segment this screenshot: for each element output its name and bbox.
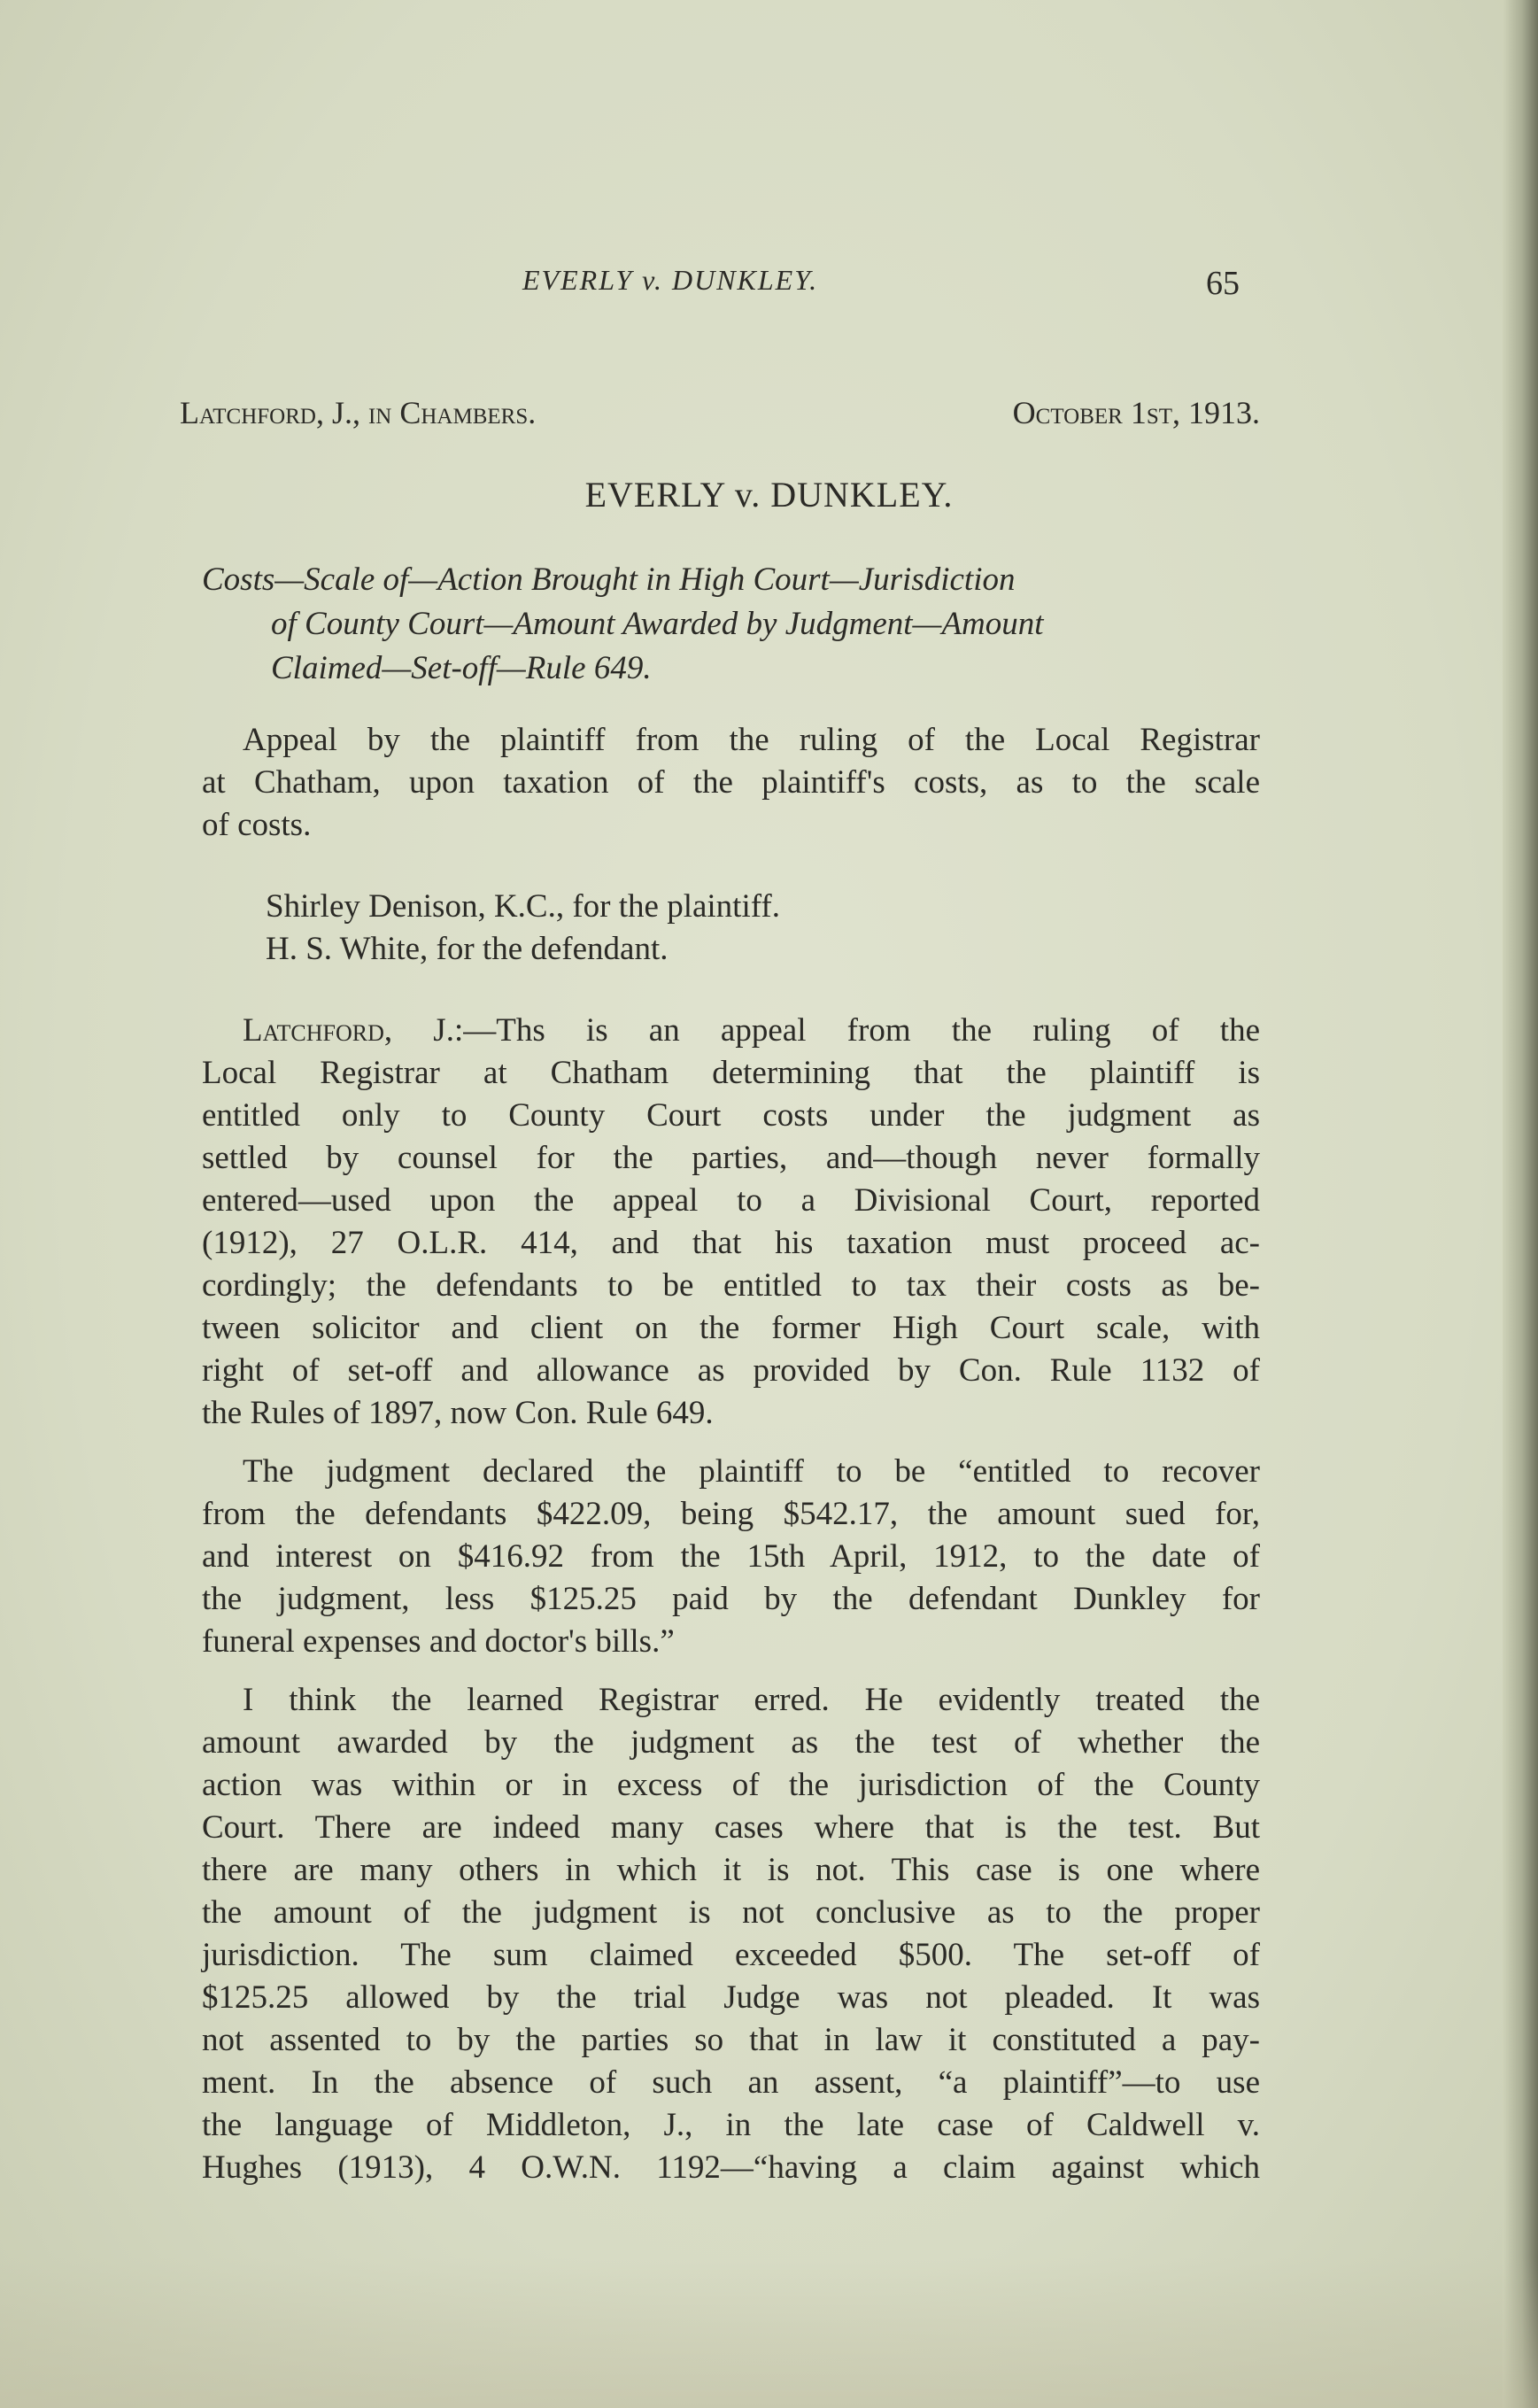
text-line: from the defendants $422.09, being $542.17, the amount sued for, [202,1496,1260,1532]
text-line: entered—used upon the appeal to a Divisional Court, reported [202,1182,1260,1219]
headnote [202,558,1260,691]
counsel-line: Shirley Denison, K.C., for the plaintiff. [266,888,780,925]
running-head: EVERLY v. DUNKLEY. [522,264,819,296]
text-line [202,1010,1260,1052]
text-line: right of set-off and allowance as provided by Con. Rule 1132 of [202,1352,1260,1389]
text-line: tween solicitor and client on the former High Court scale, with [202,1310,1260,1346]
judge-chambers: Latchford, J., in Chambers. [180,395,537,430]
text-line: the language of Middleton, J., in the late case of Caldwell v. [202,2107,1260,2143]
text-line: there are many others in which it is not. This case is one where [202,1852,1260,1888]
decision-date: October 1st, 1913. [1012,395,1260,430]
text-line: and interest on $416.92 from the 15th April, 1912, to the date of [202,1538,1260,1575]
text-line: I think the learned Registrar erred. He evidently treated the [243,1682,1260,1718]
intro-paragraph [202,719,1260,847]
text-line: the Rules of 1897, now Con. Rule 649. [202,1395,714,1431]
text-line: action was within or in excess of the jurisdiction of the County [202,1767,1260,1803]
headnote-line: Claimed—Set-off—Rule 649. [271,650,652,686]
text-line: entitled only to County Court costs under the judgment as [202,1097,1260,1134]
text-line: settled by counsel for the parties, and—though never formally [202,1140,1260,1176]
text-line: ment. In the absence of such an assent, “a plaintiff”—to use [202,2064,1260,2101]
text-line: Court. There are indeed many cases where that is the test. But [202,1809,1260,1846]
headnote-line: of County Court—Amount Awarded by Judgment—Amount [271,606,1044,642]
page-gutter-shadow [1503,0,1538,2408]
text-line: the judgment, less $125.25 paid by the defendant Dunkley for [202,1581,1260,1617]
counsel-line: H. S. White, for the defendant. [266,931,669,967]
speaker-name: Latchford, J. [243,1012,454,1049]
text-line: at Chatham, upon taxation of the plaintiff's costs, as to the scale [202,764,1260,801]
page-stain [0,2257,1538,2408]
text-line: (1912), 27 O.L.R. 414, and that his taxation must proceed ac- [202,1225,1260,1261]
counsel-block [202,886,1260,971]
case-title: EVERLY v. DUNKLEY. [584,475,954,515]
text-line: cordingly; the defendants to be entitled to tax their costs as be- [202,1267,1260,1304]
text-line: $125.25 allowed by the trial Judge was not pleaded. It was [202,1979,1260,2016]
text-line: not assented to by the parties so that in law it constituted a pay- [202,2022,1260,2058]
text-fragment: :—Ths is an appeal from the ruling of the [453,1012,1260,1049]
headnote-line: Costs—Scale of—Action Brought in High Court—Jurisdiction [202,561,1016,598]
opinion-body [202,1010,1260,2189]
text-line: Local Registrar at Chatham determining that the plaintiff is [202,1055,1260,1091]
paragraph-gap [202,1663,1260,1679]
text-line: The judgment declared the plaintiff to be “entitled to recover [243,1453,1260,1490]
text-line: jurisdiction. The sum claimed exceeded $500. The set-off of [202,1937,1260,1973]
text-line: amount awarded by the judgment as the test of whether the [202,1724,1260,1761]
text-line: funeral expenses and doctor's bills.” [202,1623,675,1660]
text-line: Appeal by the plaintiff from the ruling of the Local Registrar [243,722,1260,758]
text-line: Hughes (1913), 4 O.W.N. 1192—“having a claim against which [202,2149,1260,2186]
paragraph-gap [202,1435,1260,1451]
text-line: of costs. [202,807,312,843]
text-line: the amount of the judgment is not conclusive as to the proper [202,1894,1260,1931]
page-number: 65 [1206,265,1240,302]
